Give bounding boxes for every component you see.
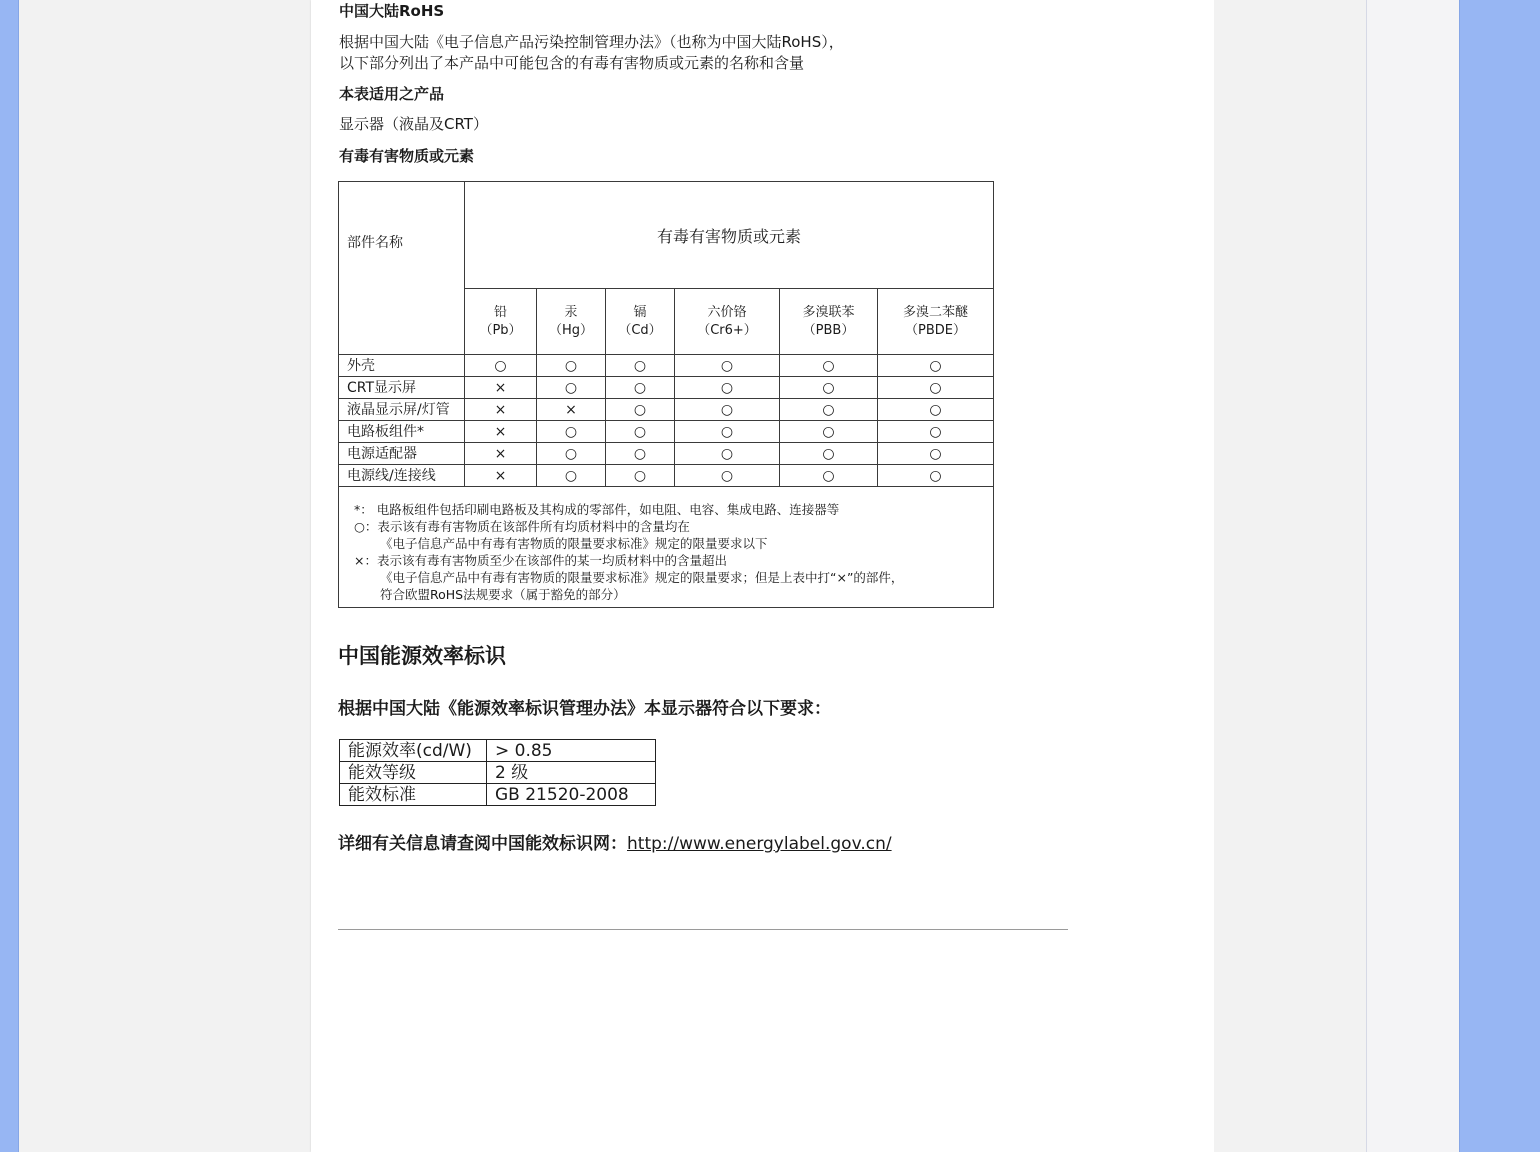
energy-value: 2 级 [487,762,656,784]
substance-mark: ○ [878,399,994,421]
substance-group-header: 有毒有害物质或元素 [465,182,994,289]
substance-mark: ○ [537,465,606,487]
element-header [878,289,994,355]
element-symbol: （Cd） [618,322,662,338]
substance-mark: ○ [675,399,780,421]
toxic-heading: 有毒有害物质或元素 [339,147,475,165]
element-name: 汞 [564,304,578,320]
element-symbol: （Pb） [479,322,522,338]
table-row [339,421,994,443]
note-line: *： 电路板组件包括印刷电路板及其构成的零部件，如电阻、电容、集成电路、连接器等 [354,502,840,517]
rohs-heading: 中国大陆RoHS [339,2,445,20]
part-name-header: 部件名称 [339,182,465,355]
table-row [340,784,656,806]
table-row [339,377,994,399]
element-header [606,289,675,355]
document-gutter-left [19,0,311,1152]
table-notes [339,487,994,608]
table-row [340,740,656,762]
substance-mark: ○ [675,443,780,465]
rohs-intro-line-1: 根据中国大陆《电子信息产品污染控制管理办法》（也称为中国大陆RoHS）， [339,33,844,51]
element-header [465,289,537,355]
substance-mark: ○ [675,421,780,443]
energy-detail-label: 详细有关信息请查阅中国能效标识网： [338,834,627,854]
element-symbol: （PBDE） [905,322,966,338]
table-row [339,465,994,487]
part-name: CRT显示屏 [339,377,465,399]
substance-mark: ○ [606,399,675,421]
substance-mark: × [465,377,537,399]
substance-mark: ○ [780,355,878,377]
substance-mark: ○ [780,443,878,465]
substance-mark: ○ [606,377,675,399]
note-line: 《电子信息产品中有毒有害物质的限量要求标准》规定的限量要求；但是上表中打“×”的部件， [380,570,904,585]
note-line: 《电子信息产品中有毒有害物质的限量要求标准》规定的限量要求以下 [380,536,768,551]
part-name: 液晶显示屏/灯管 [339,399,465,421]
part-name: 电路板组件* [339,421,465,443]
part-name: 电源线/连接线 [339,465,465,487]
substance-mark: ○ [606,443,675,465]
substance-mark: ○ [878,465,994,487]
element-header [780,289,878,355]
table-row [340,762,656,784]
element-symbol: （PBB） [802,322,855,338]
note-line: 符合欧盟RoHS法规要求（属于豁免的部分） [380,587,626,602]
note-line: ○：表示该有毒有害物质在该部件所有均质材料中的含量均在 [354,519,690,534]
substance-mark: × [465,465,537,487]
substance-mark: ○ [878,377,994,399]
rohs-substance-table [338,181,994,608]
substance-mark: ○ [878,421,994,443]
element-symbol: （Hg） [548,322,594,338]
element-symbol: （Cr6+） [697,322,757,338]
substance-mark: ○ [780,377,878,399]
table-row [339,399,994,421]
substance-mark: × [537,399,606,421]
substance-mark: ○ [465,355,537,377]
element-header [675,289,780,355]
element-name: 镉 [633,304,647,320]
part-name: 电源适配器 [339,443,465,465]
substance-mark: ○ [780,465,878,487]
table-row [339,355,994,377]
substance-mark: ○ [675,465,780,487]
substance-mark: ○ [606,355,675,377]
element-header [537,289,606,355]
energy-value: GB 21520-2008 [487,784,656,806]
substance-mark: ○ [878,355,994,377]
energy-efficiency-table [339,739,656,806]
substance-mark: ○ [675,377,780,399]
substance-mark: ○ [606,421,675,443]
element-name: 六价铬 [707,304,747,320]
window-frame-right [1459,0,1540,1152]
product-text: 显示器（液晶及CRT） [339,115,488,133]
substance-mark: ○ [606,465,675,487]
document-gutter-right [1214,0,1367,1152]
substance-mark: × [465,421,537,443]
element-name: 铅 [493,304,507,320]
energy-label-intro: 根据中国大陆《能源效率标识管理办法》本显示器符合以下要求： [338,699,831,719]
energylabel-link[interactable]: http://www.energylabel.gov.cn/ [627,834,892,854]
window-frame-left [0,0,19,1152]
horizontal-divider [338,929,1068,930]
substance-mark: ○ [675,355,780,377]
energy-detail-line [338,829,892,854]
element-name: 多溴联苯 [802,304,855,320]
applies-heading: 本表适用之产品 [339,85,445,103]
substance-mark: ○ [537,443,606,465]
energy-key: 能效等级 [340,762,487,784]
element-name: 多溴二苯醚 [902,304,968,320]
side-panel [1367,0,1459,1152]
substance-mark: ○ [878,443,994,465]
substance-mark: ○ [780,421,878,443]
energy-key: 能源效率(cd/W) [340,740,487,762]
part-name: 外壳 [339,355,465,377]
note-line: ×：表示该有毒有害物质至少在该部件的某一均质材料中的含量超出 [354,553,727,568]
energy-label-heading: 中国能源效率标识 [338,644,506,668]
energy-value: > 0.85 [487,740,656,762]
substance-mark: × [465,443,537,465]
substance-mark: ○ [537,421,606,443]
substance-mark: ○ [537,377,606,399]
substance-mark: ○ [780,399,878,421]
substance-mark: ○ [537,355,606,377]
substance-mark: × [465,399,537,421]
rohs-intro-line-2: 以下部分列出了本产品中可能包含的有毒有害物质或元素的名称和含量 [339,54,805,72]
table-row [339,443,994,465]
energy-key: 能效标准 [340,784,487,806]
